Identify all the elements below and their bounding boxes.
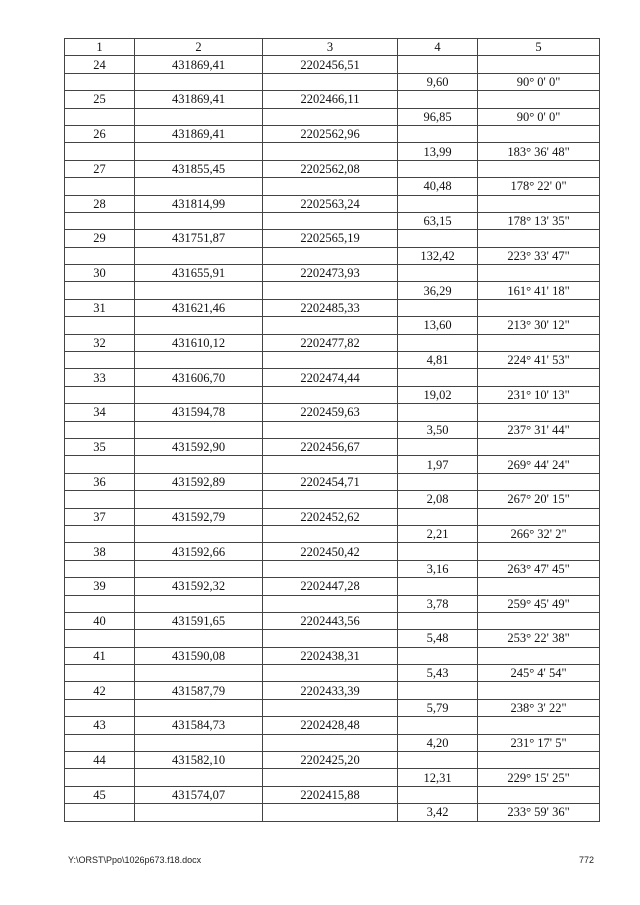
- table-cell: 44: [65, 752, 135, 769]
- table-cell: [135, 73, 263, 90]
- table-row: [65, 265, 600, 282]
- header-cell: 4: [398, 39, 478, 56]
- table-cell: 2202477,82: [263, 334, 398, 351]
- table-cell: 233° 59' 36": [478, 804, 600, 821]
- table-cell: [478, 473, 600, 490]
- table-cell: 31: [65, 299, 135, 316]
- table-cell: 431590,08: [135, 647, 263, 664]
- table-cell: [478, 438, 600, 455]
- table-row: [65, 525, 600, 542]
- table-cell: 29: [65, 230, 135, 247]
- table-cell: [263, 560, 398, 577]
- table-cell: [263, 491, 398, 508]
- table-cell: 259° 45' 49": [478, 595, 600, 612]
- table-row: [65, 456, 600, 473]
- table-cell: 2202474,44: [263, 369, 398, 386]
- table-cell: [263, 525, 398, 542]
- table-cell: 2,21: [398, 525, 478, 542]
- table-cell: 37: [65, 508, 135, 525]
- table-row: [65, 125, 600, 142]
- table-row: [65, 804, 600, 821]
- table-cell: 431814,99: [135, 195, 263, 212]
- table-row: [65, 334, 600, 351]
- table-cell: [65, 560, 135, 577]
- table-cell: 431855,45: [135, 160, 263, 177]
- table-cell: 2202456,51: [263, 56, 398, 73]
- table-cell: 5,48: [398, 630, 478, 647]
- table-cell: 35: [65, 438, 135, 455]
- table-cell: 12,31: [398, 769, 478, 786]
- table-cell: 25: [65, 91, 135, 108]
- table-cell: [135, 282, 263, 299]
- table-row: [65, 195, 600, 212]
- table-cell: 431592,79: [135, 508, 263, 525]
- table-cell: 431592,32: [135, 578, 263, 595]
- table-cell: [478, 682, 600, 699]
- table-cell: 178° 13' 35": [478, 212, 600, 229]
- table-cell: 431587,79: [135, 682, 263, 699]
- table-cell: 231° 10' 13": [478, 386, 600, 403]
- table-row: [65, 786, 600, 803]
- table-row: [65, 560, 600, 577]
- header-row: [65, 39, 600, 56]
- table-cell: 253° 22' 38": [478, 630, 600, 647]
- table-row: [65, 665, 600, 682]
- table-cell: [65, 108, 135, 125]
- table-cell: [135, 386, 263, 403]
- table-cell: [263, 108, 398, 125]
- table-row: [65, 108, 600, 125]
- table-cell: [398, 299, 478, 316]
- table-row: [65, 595, 600, 612]
- table-cell: 223° 33' 47": [478, 247, 600, 264]
- table-cell: [398, 369, 478, 386]
- table-cell: [478, 786, 600, 803]
- table-cell: 42: [65, 682, 135, 699]
- table-cell: [65, 178, 135, 195]
- table-cell: [263, 665, 398, 682]
- table-cell: 431751,87: [135, 230, 263, 247]
- table-row: [65, 212, 600, 229]
- table-cell: [478, 369, 600, 386]
- table-cell: 266° 32' 2": [478, 525, 600, 542]
- table-cell: [263, 804, 398, 821]
- table-cell: [135, 595, 263, 612]
- table-cell: 431610,12: [135, 334, 263, 351]
- table-cell: [398, 786, 478, 803]
- table-cell: 5,79: [398, 699, 478, 716]
- table-cell: 178° 22' 0": [478, 178, 600, 195]
- table-cell: [478, 195, 600, 212]
- table-cell: 2202459,63: [263, 404, 398, 421]
- table-cell: [135, 317, 263, 334]
- table-cell: 2,08: [398, 491, 478, 508]
- table-cell: 183° 36' 48": [478, 143, 600, 160]
- table-row: [65, 352, 600, 369]
- table-cell: 90° 0' 0": [478, 108, 600, 125]
- table-row: [65, 438, 600, 455]
- table-cell: [65, 734, 135, 751]
- table-cell: [398, 125, 478, 142]
- table-cell: 13,99: [398, 143, 478, 160]
- table-cell: 2202438,31: [263, 647, 398, 664]
- table-cell: 43: [65, 717, 135, 734]
- table-cell: 26: [65, 125, 135, 142]
- table-row: [65, 56, 600, 73]
- table-cell: [135, 665, 263, 682]
- table-cell: 132,42: [398, 247, 478, 264]
- table-row: [65, 508, 600, 525]
- table-cell: [135, 143, 263, 160]
- table-cell: [398, 717, 478, 734]
- table-cell: 32: [65, 334, 135, 351]
- table-cell: [398, 438, 478, 455]
- table-cell: [65, 143, 135, 160]
- table-cell: 431869,41: [135, 56, 263, 73]
- table-row: [65, 230, 600, 247]
- table-cell: [398, 195, 478, 212]
- table-cell: [135, 491, 263, 508]
- table-cell: 269° 44' 24": [478, 456, 600, 473]
- table-cell: [478, 578, 600, 595]
- table-cell: [263, 734, 398, 751]
- table-cell: 431869,41: [135, 91, 263, 108]
- table-cell: [65, 699, 135, 716]
- footer-file-path: Y:\ORST\Ppo\1026p673.f18.docx: [68, 855, 202, 865]
- table-cell: [65, 456, 135, 473]
- table-cell: [398, 612, 478, 629]
- table-cell: [478, 299, 600, 316]
- table-row: [65, 143, 600, 160]
- table-cell: [263, 421, 398, 438]
- table-cell: [398, 404, 478, 421]
- table-cell: [65, 73, 135, 90]
- table-cell: [478, 508, 600, 525]
- table-cell: 431582,10: [135, 752, 263, 769]
- table-row: [65, 317, 600, 334]
- table-cell: 2202456,67: [263, 438, 398, 455]
- table-cell: 238° 3' 22": [478, 699, 600, 716]
- table-cell: 2202565,19: [263, 230, 398, 247]
- table-cell: 3,42: [398, 804, 478, 821]
- table-cell: [135, 352, 263, 369]
- table-cell: 3,50: [398, 421, 478, 438]
- table-cell: [65, 212, 135, 229]
- table-row: [65, 369, 600, 386]
- table-cell: 431655,91: [135, 265, 263, 282]
- table-row: [65, 612, 600, 629]
- table-cell: [135, 560, 263, 577]
- table-cell: 9,60: [398, 73, 478, 90]
- table-row: [65, 647, 600, 664]
- table-cell: 2202428,48: [263, 717, 398, 734]
- table-cell: [478, 91, 600, 108]
- table-row: [65, 178, 600, 195]
- table-cell: [478, 543, 600, 560]
- table-cell: [478, 230, 600, 247]
- table-cell: 231° 17' 5": [478, 734, 600, 751]
- table-cell: 431606,70: [135, 369, 263, 386]
- table-cell: [263, 456, 398, 473]
- table-cell: 2202452,62: [263, 508, 398, 525]
- table-cell: [135, 804, 263, 821]
- table-cell: [478, 717, 600, 734]
- table-cell: [65, 491, 135, 508]
- table-cell: [135, 247, 263, 264]
- table-cell: 40: [65, 612, 135, 629]
- table-cell: 38: [65, 543, 135, 560]
- coordinates-table: [64, 38, 600, 822]
- table-cell: 431592,89: [135, 473, 263, 490]
- table-cell: [263, 178, 398, 195]
- table-cell: 36,29: [398, 282, 478, 299]
- table-cell: [65, 525, 135, 542]
- table-cell: 28: [65, 195, 135, 212]
- table-cell: 63,15: [398, 212, 478, 229]
- table-cell: [478, 404, 600, 421]
- table-cell: 2202415,88: [263, 786, 398, 803]
- table-cell: 2202425,20: [263, 752, 398, 769]
- table-row: [65, 682, 600, 699]
- table-cell: 33: [65, 369, 135, 386]
- table-cell: [263, 769, 398, 786]
- table-cell: [398, 682, 478, 699]
- table-cell: [263, 386, 398, 403]
- table-cell: 1,97: [398, 456, 478, 473]
- table-cell: 24: [65, 56, 135, 73]
- table-cell: [65, 421, 135, 438]
- table-cell: 431869,41: [135, 125, 263, 142]
- table-cell: [65, 386, 135, 403]
- table-cell: 45: [65, 786, 135, 803]
- table-cell: [398, 334, 478, 351]
- table-cell: [478, 334, 600, 351]
- table-cell: 2202473,93: [263, 265, 398, 282]
- table-row: [65, 421, 600, 438]
- table-cell: 245° 4' 54": [478, 665, 600, 682]
- table-cell: [398, 91, 478, 108]
- table-cell: 2202450,42: [263, 543, 398, 560]
- table-cell: [398, 543, 478, 560]
- table-cell: [398, 265, 478, 282]
- table-cell: 2202563,24: [263, 195, 398, 212]
- table-cell: 2202562,96: [263, 125, 398, 142]
- header-cell: 3: [263, 39, 398, 56]
- table-cell: [135, 421, 263, 438]
- table-cell: 5,43: [398, 665, 478, 682]
- table-cell: [65, 317, 135, 334]
- table-cell: 263° 47' 45": [478, 560, 600, 577]
- table-cell: [398, 508, 478, 525]
- table-cell: 19,02: [398, 386, 478, 403]
- table-cell: 40,48: [398, 178, 478, 195]
- table-cell: [263, 143, 398, 160]
- table-cell: [263, 630, 398, 647]
- table-cell: 431592,90: [135, 438, 263, 455]
- table-cell: [398, 56, 478, 73]
- table-cell: 34: [65, 404, 135, 421]
- table-cell: 2202443,56: [263, 612, 398, 629]
- table-cell: [263, 352, 398, 369]
- table-row: [65, 247, 600, 264]
- table-cell: [65, 630, 135, 647]
- table-cell: [398, 578, 478, 595]
- table-cell: [263, 699, 398, 716]
- table-cell: [398, 160, 478, 177]
- table-cell: 213° 30' 12": [478, 317, 600, 334]
- table-cell: 161° 41' 18": [478, 282, 600, 299]
- table-cell: 431584,73: [135, 717, 263, 734]
- table-cell: 431591,65: [135, 612, 263, 629]
- header-cell: 5: [478, 39, 600, 56]
- header-cell: 1: [65, 39, 135, 56]
- table-cell: 2202562,08: [263, 160, 398, 177]
- table-row: [65, 578, 600, 595]
- table-cell: [65, 352, 135, 369]
- table-cell: 237° 31' 44": [478, 421, 600, 438]
- table-cell: 2202485,33: [263, 299, 398, 316]
- table-row: [65, 769, 600, 786]
- table-row: [65, 630, 600, 647]
- table-cell: [65, 769, 135, 786]
- table-cell: [135, 178, 263, 195]
- table-row: [65, 473, 600, 490]
- table-cell: [263, 73, 398, 90]
- table-row: [65, 160, 600, 177]
- table-cell: [65, 282, 135, 299]
- table-cell: [398, 473, 478, 490]
- table-row: [65, 699, 600, 716]
- table-cell: [135, 456, 263, 473]
- table-cell: [135, 525, 263, 542]
- table-cell: 2202433,39: [263, 682, 398, 699]
- header-cell: 2: [135, 39, 263, 56]
- table-body: [65, 56, 600, 821]
- table-row: [65, 73, 600, 90]
- table-cell: [263, 595, 398, 612]
- table-cell: [478, 125, 600, 142]
- table-cell: 2202466,11: [263, 91, 398, 108]
- table-cell: [263, 212, 398, 229]
- table-cell: [135, 108, 263, 125]
- table-cell: 267° 20' 15": [478, 491, 600, 508]
- table-cell: 27: [65, 160, 135, 177]
- table-cell: [65, 804, 135, 821]
- table-cell: [398, 230, 478, 247]
- table-cell: 2202447,28: [263, 578, 398, 595]
- table-cell: 30: [65, 265, 135, 282]
- table-row: [65, 752, 600, 769]
- table-row: [65, 282, 600, 299]
- table-cell: [135, 699, 263, 716]
- table-cell: [478, 56, 600, 73]
- table-cell: 431621,46: [135, 299, 263, 316]
- table-cell: 4,81: [398, 352, 478, 369]
- table-row: [65, 717, 600, 734]
- table-cell: [478, 265, 600, 282]
- table-cell: 39: [65, 578, 135, 595]
- table-cell: [135, 212, 263, 229]
- table-cell: [263, 247, 398, 264]
- table-cell: 431574,07: [135, 786, 263, 803]
- footer-page-number: 772: [578, 855, 594, 865]
- table-cell: 3,16: [398, 560, 478, 577]
- table-row: [65, 734, 600, 751]
- table-cell: 431594,78: [135, 404, 263, 421]
- table-row: [65, 386, 600, 403]
- table-cell: [135, 769, 263, 786]
- table-row: [65, 491, 600, 508]
- table-cell: 431592,66: [135, 543, 263, 560]
- table-cell: [478, 612, 600, 629]
- table-row: [65, 91, 600, 108]
- table-cell: [135, 734, 263, 751]
- table-cell: [65, 665, 135, 682]
- table-cell: 4,20: [398, 734, 478, 751]
- table-cell: [478, 160, 600, 177]
- table-cell: [478, 647, 600, 664]
- table-cell: 224° 41' 53": [478, 352, 600, 369]
- table-cell: [135, 630, 263, 647]
- table-cell: 36: [65, 473, 135, 490]
- table-cell: [65, 247, 135, 264]
- table-row: [65, 543, 600, 560]
- table-cell: [478, 752, 600, 769]
- table-cell: 41: [65, 647, 135, 664]
- table-cell: 96,85: [398, 108, 478, 125]
- table-cell: 90° 0' 0": [478, 73, 600, 90]
- table-cell: [65, 595, 135, 612]
- table-row: [65, 299, 600, 316]
- table-cell: [263, 282, 398, 299]
- table-cell: 229° 15' 25": [478, 769, 600, 786]
- table-cell: 3,78: [398, 595, 478, 612]
- table-cell: [398, 752, 478, 769]
- table-cell: 13,60: [398, 317, 478, 334]
- table-cell: [263, 317, 398, 334]
- table-cell: [398, 647, 478, 664]
- table-row: [65, 404, 600, 421]
- table-cell: 2202454,71: [263, 473, 398, 490]
